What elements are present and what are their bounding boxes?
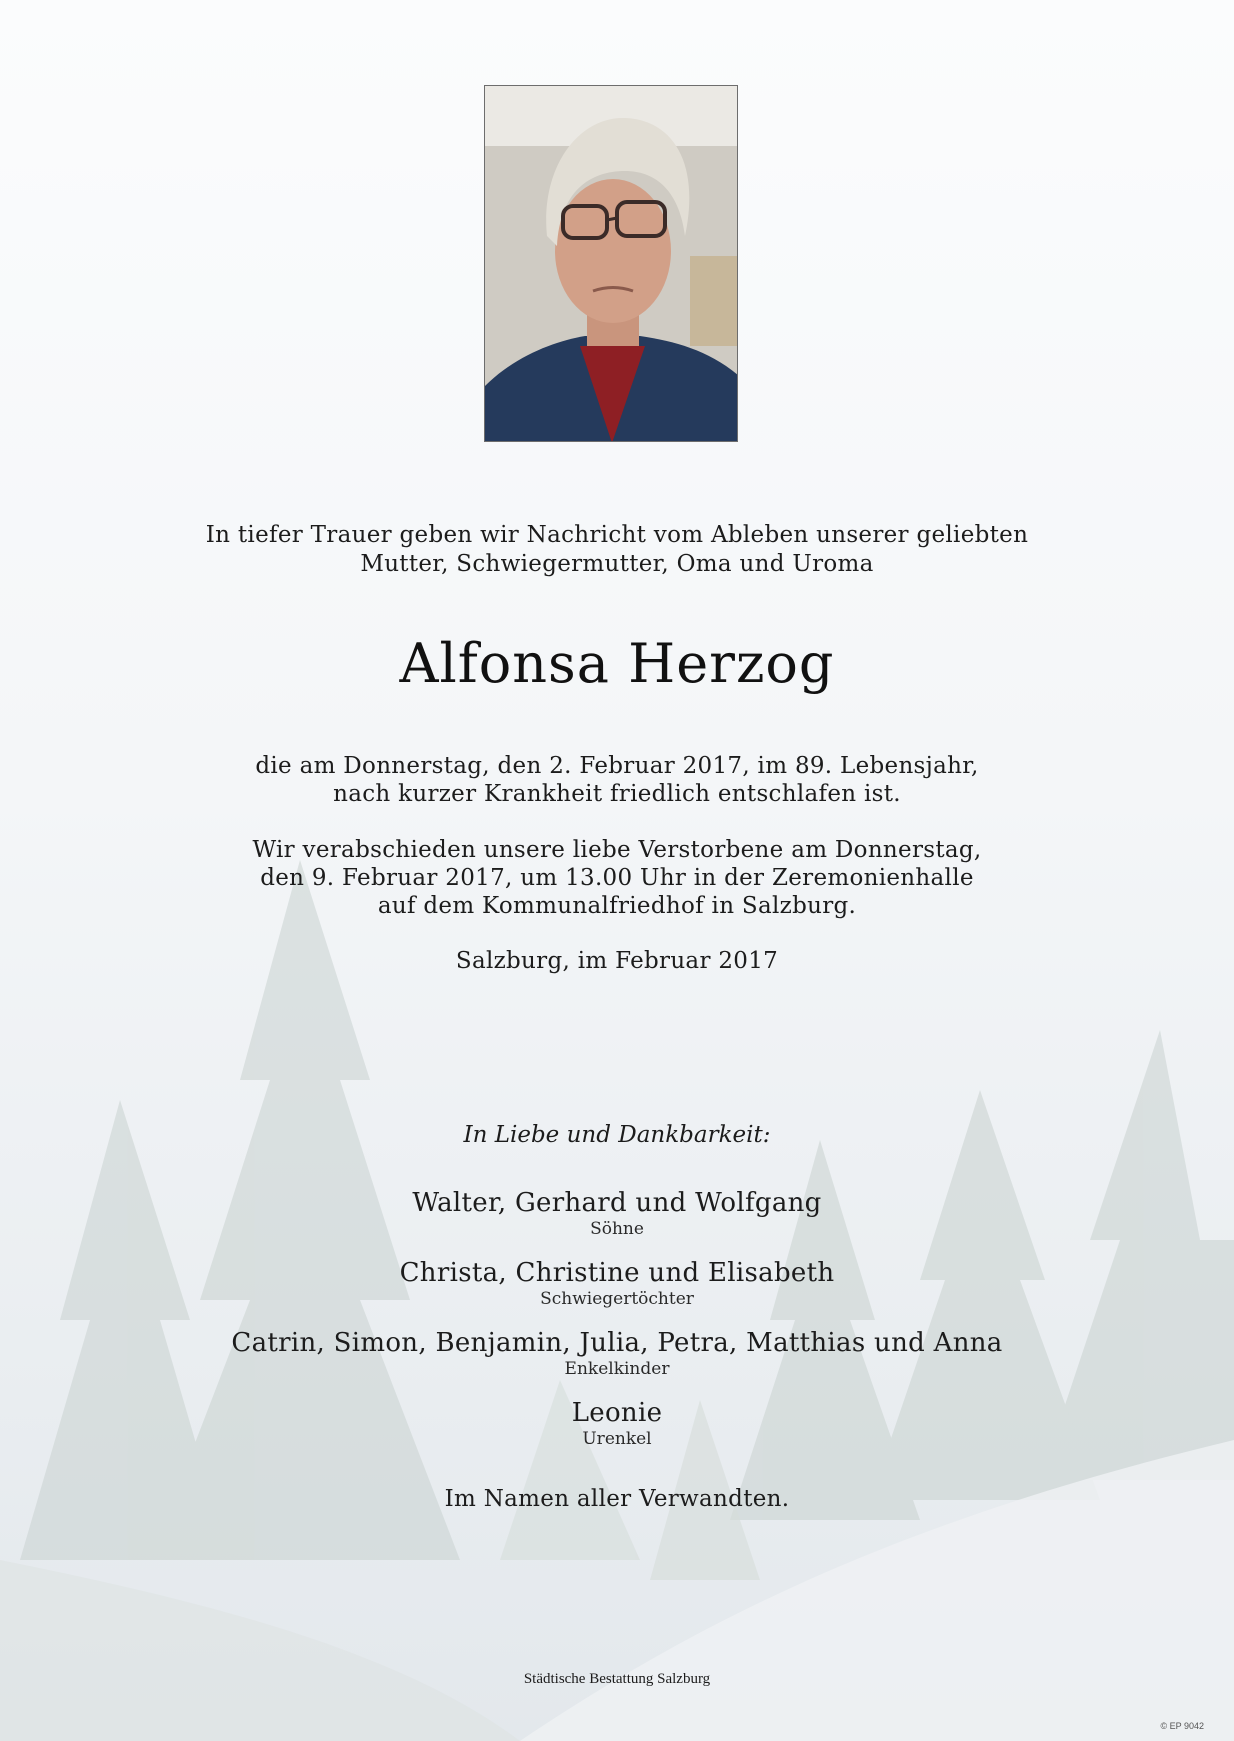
paragraph-line: den 9. Februar 2017, um 13.00 Uhr in der Zeremonienhalle bbox=[260, 865, 974, 891]
place-date: Salzburg, im Februar 2017 bbox=[455, 948, 779, 974]
print-code: © EP 9042 bbox=[1160, 1721, 1204, 1731]
family-names: Catrin, Simon, Benjamin, Julia, Petra, Matthias und Anna bbox=[231, 1328, 1003, 1358]
paragraph-line: auf dem Kommunalfriedhof in Salzburg. bbox=[377, 893, 857, 919]
intro-line: In tiefer Trauer geben wir Nachricht vom Ableben unserer geliebten bbox=[205, 522, 1029, 548]
family-names: Christa, Christine und Elisabeth bbox=[399, 1258, 835, 1288]
family-group-grandchildren bbox=[0, 1327, 1234, 1379]
family-names: Leonie bbox=[571, 1398, 663, 1428]
paragraph-line: nach kurzer Krankheit friedlich entschlafen ist. bbox=[333, 781, 901, 807]
intro-text bbox=[0, 521, 1234, 579]
death-notice-paragraph bbox=[0, 752, 1234, 808]
funeral-home-footer: Städtische Bestattung Salzburg bbox=[523, 1671, 711, 1687]
family-group-daughters-in-law bbox=[0, 1257, 1234, 1309]
family-group-great-grandchildren bbox=[0, 1397, 1234, 1449]
family-role: Enkelkinder bbox=[564, 1359, 670, 1379]
family-role: Urenkel bbox=[582, 1429, 652, 1449]
paragraph-line: Wir verabschieden unsere liebe Verstorbene am Donnerstag, bbox=[252, 837, 982, 863]
family-role: Schwiegertöchter bbox=[540, 1289, 694, 1309]
intro-line: Mutter, Schwiegermutter, Oma und Uroma bbox=[360, 551, 874, 577]
family-names: Walter, Gerhard und Wolfgang bbox=[412, 1188, 822, 1218]
funeral-paragraph bbox=[0, 836, 1234, 920]
family-group-sons bbox=[0, 1187, 1234, 1239]
thanks-heading: In Liebe und Dankbarkeit: bbox=[463, 1122, 771, 1148]
deceased-name: Alfonsa Herzog bbox=[399, 632, 835, 695]
paragraph-line: die am Donnerstag, den 2. Februar 2017, im 89. Lebensjahr, bbox=[255, 753, 979, 779]
family-role: Söhne bbox=[590, 1219, 644, 1239]
closing-text: Im Namen aller Verwandten. bbox=[444, 1486, 790, 1512]
portrait-photo bbox=[484, 85, 738, 442]
